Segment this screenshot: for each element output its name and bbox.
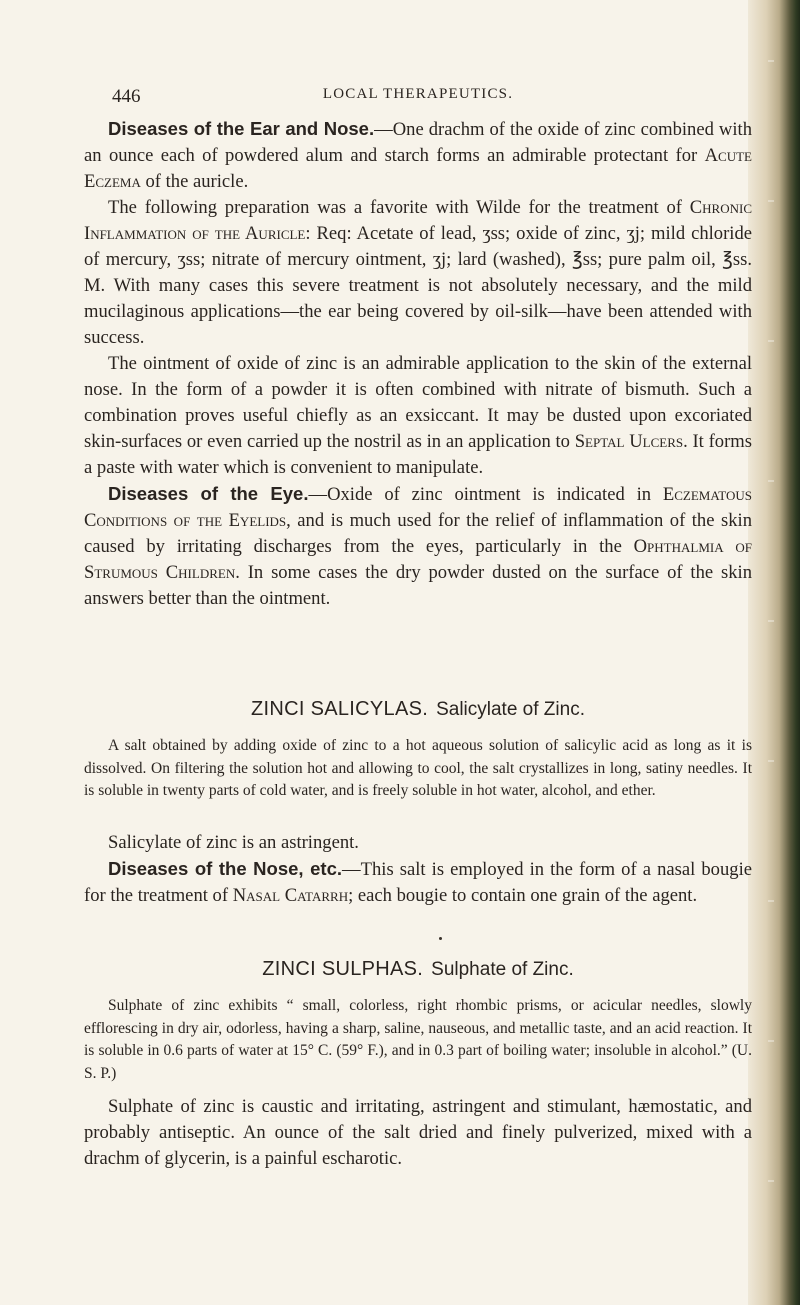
running-title: LOCAL THERAPEUTICS. bbox=[322, 86, 514, 102]
section-sulphate-use bbox=[84, 1094, 752, 1172]
condition-name: Acute Eczema bbox=[84, 145, 752, 192]
paragraph-text: ; each bougie to contain one grain of the agent. bbox=[348, 885, 698, 906]
description-text: A salt obtained by adding oxide of zinc to a hot aqueous solution of salicylic acid as long as it is dissolved. On filtering the solution hot and allowing to cool, the salt crystallizes in long, satiny needles. It is soluble in twenty parts of cold water, and is freely soluble in hot water, alcohol, and ether. bbox=[84, 737, 752, 799]
paragraph-external-nose bbox=[84, 351, 752, 481]
condition-name: Ophthalmia of Strumous Children bbox=[84, 536, 753, 583]
paragraph-wilde-preparation bbox=[84, 195, 752, 351]
print-speck bbox=[439, 937, 442, 940]
paragraph-text: The ointment of oxide of zinc is an admirable application to the skin of the external nose. In the form of a powder it is often combined with nitrate of bismuth. Such a combination proves useful chiefly as an exsiccant. It may be dusted upon excoriated skin-surfaces or even carried up the nostril as in an application to bbox=[84, 353, 752, 452]
condition-name: Eczematous Conditions of the Eyelids bbox=[84, 484, 753, 531]
section-heading bbox=[84, 958, 752, 981]
run-in-heading: Diseases of the Nose, etc. bbox=[108, 858, 343, 879]
paragraph-text: . In some cases the dry powder dusted on the surface of the skin answers better than the ointment. bbox=[84, 562, 752, 609]
description-salicylate bbox=[84, 735, 752, 803]
paragraph-text: —One drachm of the oxide of zinc combined with an ounce each of powdered alum and starch forms an admirable protectant for bbox=[84, 119, 752, 166]
section-salicylate-use bbox=[84, 830, 752, 909]
paragraph-text: of the auricle. bbox=[140, 171, 249, 192]
paragraph-ear-nose bbox=[84, 116, 752, 195]
section-ear-nose bbox=[84, 116, 752, 612]
description-sulphate bbox=[84, 995, 752, 1085]
condition-name: Septal Ulcers bbox=[574, 431, 684, 452]
paragraph-caustic: Sulphate of zinc is caustic and irritating, astringent and stimulant, hæmostatic, and probably antiseptic. An ounce of the salt dried and finely pulverized, mixed with a drachm of glycerin, is a painful escharotic. bbox=[84, 1096, 752, 1169]
paragraph-text: , and is much used for the relief of inflammation of the skin caused by irritating discharges from the eyes, particularly in the bbox=[84, 510, 752, 557]
section-zinci-salicylas bbox=[84, 698, 752, 721]
page-number: 446 bbox=[112, 86, 141, 107]
paragraph-nose-etc bbox=[84, 856, 752, 909]
running-head bbox=[84, 86, 752, 110]
paragraph-astringent: Salicylate of zinc is an astringent. bbox=[108, 832, 359, 853]
paragraph-eye bbox=[84, 481, 752, 612]
heading-english-name: Salicylate of Zinc. bbox=[436, 699, 585, 720]
paragraph-text: —Oxide of zinc ointment is indicated in bbox=[308, 484, 663, 505]
heading-latin-name: ZINCI SALICYLAS. bbox=[251, 698, 429, 720]
condition-name: Chronic Inflammation of the Auricle bbox=[84, 197, 752, 244]
condition-name: Nasal Catarrh bbox=[232, 885, 349, 906]
section-zinci-sulphas bbox=[84, 958, 752, 981]
run-in-heading: Diseases of the Ear and Nose. bbox=[108, 118, 375, 139]
page-edge bbox=[748, 0, 800, 1305]
description-text: Sulphate of zinc exhibits “ small, colorless, right rhombic prisms, or acicular needles, slowly efflorescing in dry air, odorless, having a sharp, saline, nauseous, and metallic taste, and an acid reaction. It is soluble in 0.6 parts of water at 15° C. (59° F.), and in 0.3 part of boiling water; insoluble in alcohol.” (U. S. P.) bbox=[84, 997, 752, 1082]
paragraph-text: : Req: Acetate of lead, ʒss; oxide of zinc, ʒj; mild chloride of mercury, ʒss; nitrate of mercury ointment, ʒj; lard (washed), ℥ss; pure palm oil, ℥ss. M. With many cases this severe treatment is not absolutely necessary, and the mild mucilaginous applications—the ear being covered by oil-silk—have been attended with success. bbox=[84, 223, 752, 348]
paragraph-text: The following preparation was a favorite with Wilde for the treatment of bbox=[108, 197, 690, 218]
paragraph-text: —This salt is employed in the form of a nasal bougie for the treatment of bbox=[84, 859, 752, 906]
paragraph-text: . It forms a paste with water which is convenient to manipulate. bbox=[84, 431, 752, 478]
heading-english-name: Sulphate of Zinc. bbox=[431, 959, 574, 980]
run-in-heading: Diseases of the Eye. bbox=[108, 483, 309, 504]
heading-latin-name: ZINCI SULPHAS. bbox=[262, 958, 424, 980]
section-heading bbox=[84, 698, 752, 721]
